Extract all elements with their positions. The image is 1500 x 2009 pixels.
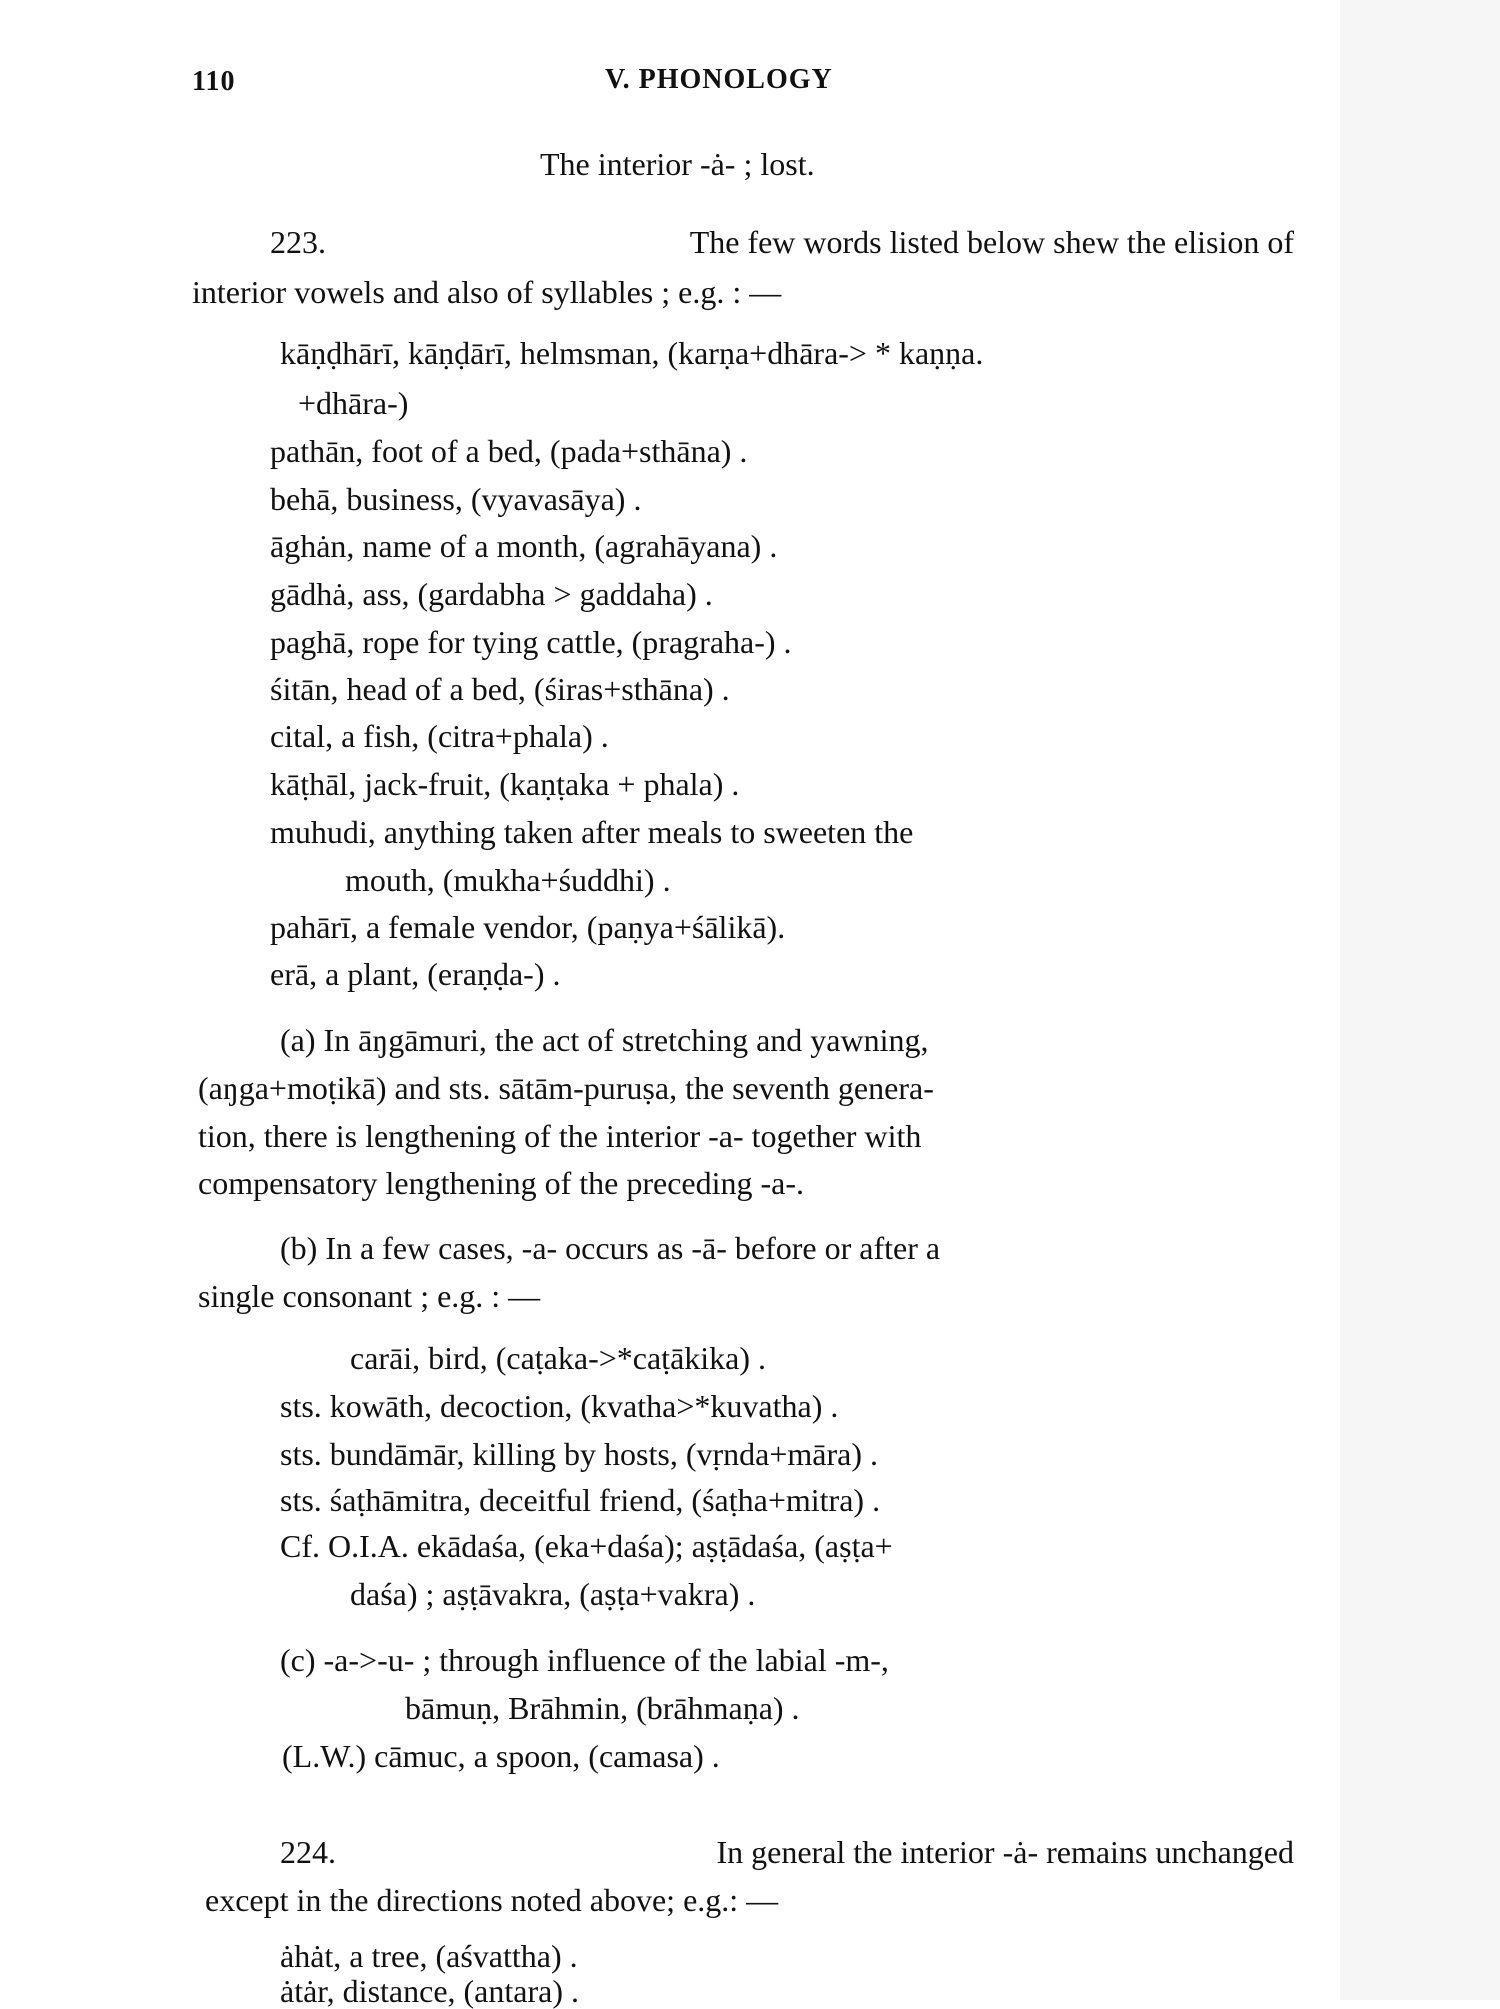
paragraph-223-first-line xyxy=(270,226,1294,258)
running-title: V. PHONOLOGY xyxy=(605,64,833,95)
note-a-line: tion, there is lengthening of the interior -a- together with xyxy=(198,1118,922,1154)
example-line: daśa) ; aṣṭāvakra, (aṣṭa+vakra) . xyxy=(350,1576,756,1612)
example-line: āghȧn, name of a month, (agrahāyana) . xyxy=(270,528,778,564)
example-line: kāṇḍhārī, kāṇḍārī, helmsman, (karṇa+dhāra-> * kaṇṇa. xyxy=(280,335,984,371)
paragraph-text: In general the interior -ȧ- remains unchanged xyxy=(716,1834,1294,1870)
note-b-line: single consonant ; e.g. : — xyxy=(198,1278,541,1314)
note-c-line: (c) -a->-u- ; through influence of the labial -m-, xyxy=(280,1642,889,1678)
example-line: pahārī, a female vendor, (paṇya+śālikā). xyxy=(270,909,786,945)
example-line: pathān, foot of a bed, (pada+sthāna) . xyxy=(270,433,748,469)
section-title: The interior -ȧ- ; lost. xyxy=(540,146,815,182)
paragraph-223-second-line: interior vowels and also of syllables ; e.g. : — xyxy=(192,274,782,310)
paragraph-224-second-line: except in the directions noted above; e.g.: — xyxy=(205,1882,779,1918)
paragraph-text: The few words listed below shew the elision of xyxy=(689,224,1294,260)
note-a-line: compensatory lengthening of the preceding -a-. xyxy=(198,1165,804,1201)
example-line: sts. śaṭhāmitra, deceitful friend, (śaṭha+mitra) . xyxy=(280,1482,881,1518)
example-line: kāṭhāl, jack-fruit, (kaṇṭaka + phala) . xyxy=(270,766,740,802)
example-line: ȧhȧt, a tree, (aśvattha) . xyxy=(280,1938,578,1974)
paragraph-number: 223. xyxy=(270,224,326,260)
example-line: +dhāra-) xyxy=(298,385,409,421)
example-line: śitān, head of a bed, (śiras+sthāna) . xyxy=(270,671,730,707)
note-b-line: (b) In a few cases, -a- occurs as -ā- before or after a xyxy=(280,1230,941,1266)
example-line: sts. kowāth, decoction, (kvatha>*kuvatha) . xyxy=(280,1388,839,1424)
paragraph-224-first-line xyxy=(280,1836,1294,1868)
note-a-line: (aŋga+moṭikā) and sts. sātām-puruṣa, the seventh genera- xyxy=(198,1070,934,1106)
note-a-line: (a) In āŋgāmuri, the act of stretching and yawning, xyxy=(280,1022,929,1058)
page-edge-shadow xyxy=(1340,0,1500,2000)
example-line: Cf. O.I.A. ekādaśa, (eka+daśa); aṣṭādaśa, (aṣṭa+ xyxy=(280,1528,893,1564)
example-line: behā, business, (vyavasāya) . xyxy=(270,481,642,517)
example-line: paghā, rope for tying cattle, (pragraha-) . xyxy=(270,624,792,660)
example-line: erā, a plant, (eraṇḍa-) . xyxy=(270,956,561,992)
page-number: 110 xyxy=(192,66,236,97)
example-line: sts. bundāmār, killing by hosts, (vṛnda+māra) . xyxy=(280,1436,878,1472)
paragraph-number: 224. xyxy=(280,1834,336,1870)
note-c-line: bāmuṇ, Brāhmin, (brāhmaṇa) . xyxy=(405,1690,800,1726)
example-line: cital, a fish, (citra+phala) . xyxy=(270,718,609,754)
example-line: carāi, bird, (caṭaka->*caṭākika) . xyxy=(350,1340,767,1376)
example-line: ȧtȧr, distance, (antara) . xyxy=(280,1973,579,2009)
note-c-line: (L.W.) cāmuc, a spoon, (camasa) . xyxy=(282,1738,720,1774)
example-line: mouth, (mukha+śuddhi) . xyxy=(345,862,671,898)
example-line: muhudi, anything taken after meals to sweeten the xyxy=(270,814,914,850)
example-line: gādhȧ, ass, (gardabha > gaddaha) . xyxy=(270,576,713,612)
